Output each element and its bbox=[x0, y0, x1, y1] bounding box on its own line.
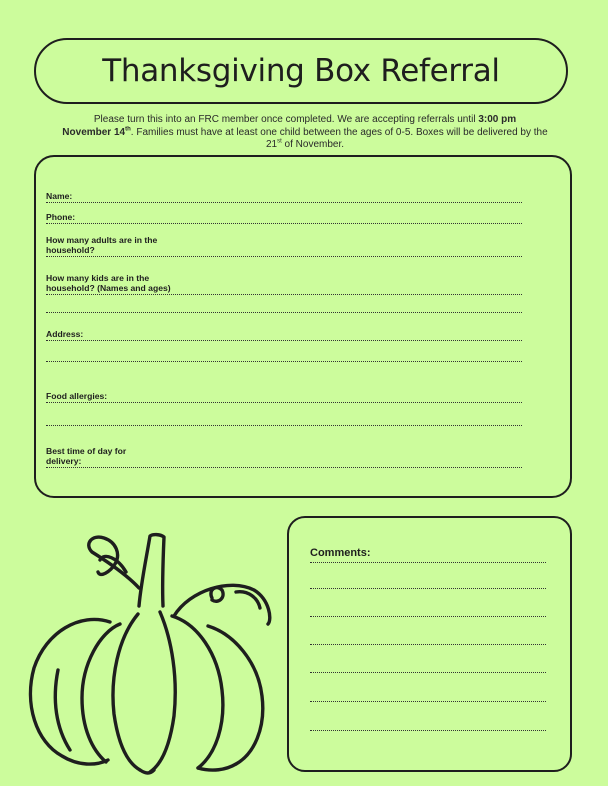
address-label: Address: bbox=[46, 329, 84, 339]
comment-line[interactable] bbox=[310, 588, 546, 589]
name-label: Name: bbox=[46, 191, 73, 201]
pumpkin-icon bbox=[22, 528, 274, 778]
phone-field[interactable] bbox=[46, 212, 522, 224]
allergies-extra-line[interactable] bbox=[46, 425, 522, 426]
name-field[interactable] bbox=[46, 191, 522, 203]
kids-label: How many kids are in the household? (Names and ages) bbox=[46, 273, 171, 293]
comments-box bbox=[287, 516, 572, 772]
deadline-date-suffix: th bbox=[125, 126, 131, 133]
intro-part2: . Families must have at least one child between the ages of 0-5. Boxes will be delivered by the 21 bbox=[130, 126, 548, 150]
intro-text bbox=[60, 114, 550, 152]
comments-label: Comments: bbox=[310, 547, 371, 559]
kids-field[interactable] bbox=[46, 273, 522, 295]
comment-line[interactable] bbox=[310, 672, 546, 673]
delivery-time-label: Best time of day for delivery: bbox=[46, 446, 127, 466]
delivery-suffix: st bbox=[277, 138, 282, 145]
delivery-time-field[interactable] bbox=[46, 446, 522, 468]
allergies-label: Food allergies: bbox=[46, 391, 108, 401]
referral-form bbox=[34, 155, 572, 498]
adults-field[interactable] bbox=[46, 235, 522, 257]
title-banner bbox=[34, 38, 568, 104]
adults-label: How many adults are in the household? bbox=[46, 235, 158, 255]
address-extra-line[interactable] bbox=[46, 361, 522, 362]
address-field[interactable] bbox=[46, 329, 522, 341]
phone-label: Phone: bbox=[46, 212, 76, 222]
comment-line[interactable] bbox=[310, 616, 546, 617]
allergies-field[interactable] bbox=[46, 391, 522, 403]
comment-line[interactable] bbox=[310, 701, 546, 702]
comment-line[interactable] bbox=[310, 562, 546, 563]
deadline-time: 3:00 pm bbox=[478, 114, 517, 125]
page-title: Thanksgiving Box Referral bbox=[102, 53, 500, 89]
comment-line[interactable] bbox=[310, 730, 546, 731]
deadline-date: November 14 bbox=[62, 126, 126, 138]
kids-extra-line[interactable] bbox=[46, 312, 522, 313]
intro-part1: Please turn this into an FRC member once completed. We are accepting referrals until bbox=[93, 114, 479, 125]
comment-line[interactable] bbox=[310, 644, 546, 645]
intro-part3: of November. bbox=[281, 139, 345, 150]
